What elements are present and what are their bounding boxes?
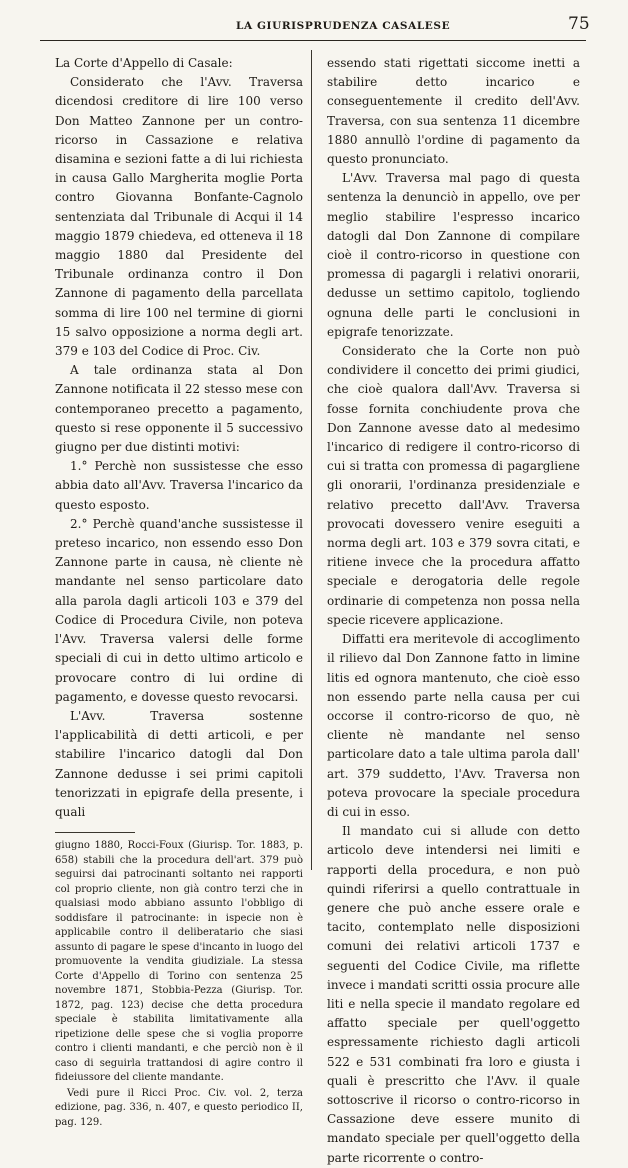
court-heading: La Corte d'Appello di Casale: [55, 56, 233, 70]
right-column [327, 54, 580, 1168]
paragraph: Il mandato cui si allude con detto articolo deve intendersi nei limiti e rapporti della procedura, e non può quindi riferirsi a quello contrattuale in genere che può anche essere orale e tacito, contemplato nelle disposizioni comuni dei relativi articoli 1737 e seguenti del Codice Civile, ma riflette invece i mandati scritti ossia procure alle liti e nella specie il mandato regolare ed affatto speciale per quell'oggetto espressamente richiesto dagli articoli 522 e 531 combinati fra loro e giusta i quali è prescritto che l'Avv. il quale sottoscrive il ricorso o contro-ricorso in Cassazione deve essere munito di mandato speciale per quell'oggetto della parte ricorrente o contro- [327, 824, 580, 1165]
footnote-rule [55, 832, 135, 833]
running-title: LA GIURISPRUDENZA CASALESE [236, 20, 451, 32]
left-column [55, 54, 303, 1130]
paragraph: L'Avv. Traversa mal pago di questa sentenza la denunciò in appello, ove per meglio stabilire l'espresso incarico datogli dal Don Zannone di compilare cioè il contro-ricorso in questione con promessa di pagargli i relativi onorarii, dedusse un settimo capitolo, togliendo ognuna delle parti le conclusioni in epigrafe tenorizzate. [327, 171, 580, 339]
footnote-text: giugno 1880, Rocci-Foux (Giurisp. Tor. 1883, p. 658) stabili che la procedura dell'art. 379 può seguirsi dai patrocinanti soltanto nei rapporti col proprio cliente, non già contro terzi che in qualsiasi modo abbiano assunto l'obbligo di soddisfare il patrocinante: in ispecie non è applicabile contro il deliberatario che siasi assunto di pagare le spese d'incanto in luogo del promuovente la vendita giudiziale. La stessa Corte d'Appello di Torino con sentenza 25 novembre 1871, Stobbia-Pezza (Giurisp. Tor. 1872, pag. 123) decise che detta procedura speciale è stabilita limitativamente alla ripetizione delle spese che si voglia proporre contro i clienti mandanti, e che perciò non è il caso di seguirla trattandosi di agire contro il fideiussore del cliente mandante. [55, 840, 303, 1084]
paragraph: 1.° Perchè non sussistesse che esso abbia dato all'Avv. Traversa l'incarico da questo esposto. [55, 459, 303, 512]
paragraph: L'Avv. Traversa sostenne l'applicabilità di detti articoli, e per stabilire l'incarico datogli dal Don Zannone dedusse i sei primi capitoli tenorizzati in epigrafe della presente, i quali [55, 708, 303, 819]
footnote [55, 839, 303, 1130]
paragraph: 2.° Perchè quand'anche sussistesse il preteso incarico, non essendo esso Don Zannone parte in causa, nè cliente nè mandante nel senso particolare dato alla parola dagli articoli 103 e 379 del Codice di Procedura Civile, non poteva l'Avv. Traversa valersi delle forme speciali di cui in detto ultimo articolo e provocare contro di lui ordine di pagamento, e dovesse questo revocarsi. [55, 516, 303, 704]
header-rule [40, 40, 586, 41]
page-number: 75 [568, 14, 590, 34]
paragraph: Considerato che la Corte non può condividere il concetto dei primi giudici, che cioè qualora dall'Avv. Traversa si fosse fornita conchiudente prova che Don Zannone avesse dato al medesimo l'incarico di redigere il contro-ricorso di cui si tratta con promessa di pagargliene gli onorarii, l'ordinanza presidenziale e relativo precetto dall'Avv. Traversa provocati dovessero venire eseguiti a norma degli art. 103 e 379 sovra citati, e ritiene invece che la procedura affatto speciale e derogatoria delle regole ordinarie di competenza non possa nella specie ricevere applicazione. [327, 344, 580, 627]
paragraph: Diffatti era meritevole di accoglimento il rilievo dal Don Zannone fatto in limine litis ed ognora mantenuto, che cioè esso non essendo parte nella causa per cui occorse il contro-ricorso de quo, nè cliente nè mandante nel senso particolare dato a tale ultima parola dall' art. 379 suddetto, l'Avv. Traversa non poteva provocare la speciale procedura di cui in esso. [327, 632, 580, 819]
page-header [40, 14, 600, 38]
footnote-reference: Vedi pure il Ricci Proc. Civ. vol. 2, terza edizione, pag. 336, n. 407, e questo periodico II, pag. 129. [55, 1087, 303, 1128]
column-divider [311, 50, 312, 870]
paragraph: Considerato che l'Avv. Traversa dicendosi creditore di lire 100 verso Don Matteo Zannone per un contro-ricorso in Cassazione e relativa disamina e sezioni fatte a di lui richiesta in causa Gallo Margherita moglie Porta contro Giovanna Bonfante-Cagnolo sentenziata dal Tribunale di Acqui il 14 maggio 1879 chiedeva, ed otteneva il 18 maggio 1880 dal Presidente del Tribunale ordinanza contro il Don Zannone di pagamento della parcellata somma di lire 100 nel termine di giorni 15 salvo opposizione a norma degli art. 379 e 103 del Codice di Proc. Civ. [55, 75, 303, 359]
paragraph: essendo stati rigettati siccome inetti a stabilire detto incarico e conseguentemente il credito dell'Avv. Traversa, con sua sentenza 11 dicembre 1880 annullò l'ordine di pagamento da questo pronunciato. [327, 56, 580, 167]
paragraph: A tale ordinanza stata al Don Zannone notificata il 22 stesso mese con contemporaneo precetto a pagamento, questo si rese opponente il 5 successivo giugno per due distinti motivi: [55, 363, 303, 455]
